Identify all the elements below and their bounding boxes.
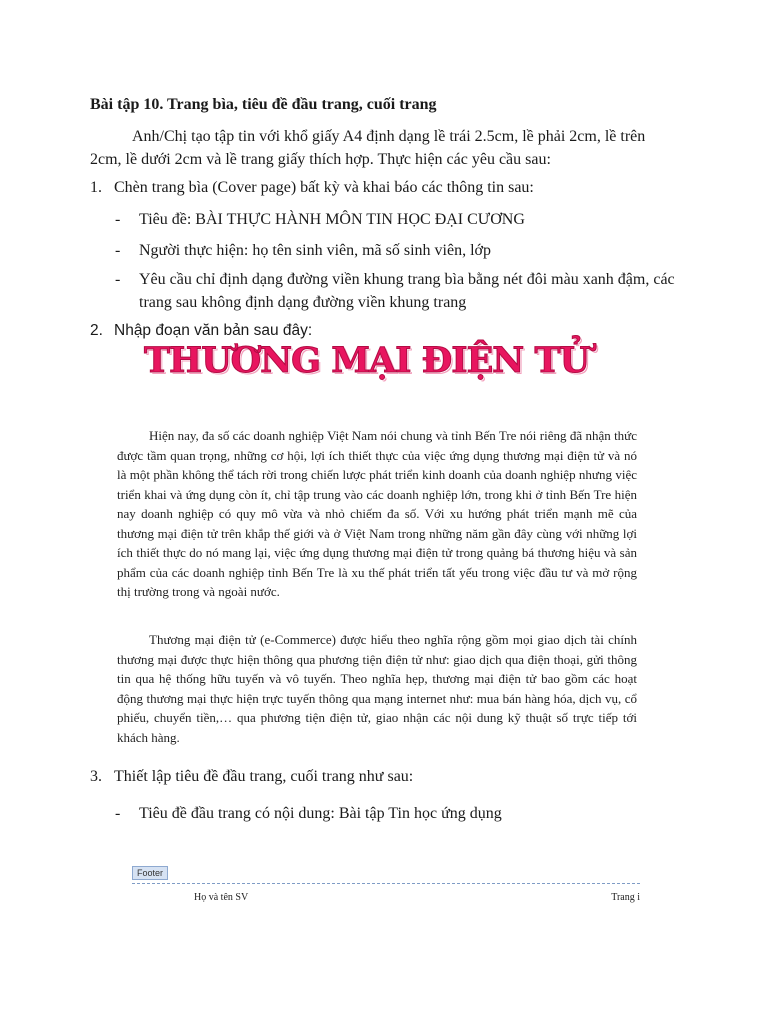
list-item-2 [90,322,312,340]
list-number: 1. [90,179,102,196]
list-item-text: Thiết lập tiêu đề đầu trang, cuối trang như sau: [114,768,414,785]
sub-item-header [115,802,685,825]
list-item-1 [90,179,534,197]
list-number: 2. [90,322,103,339]
sub-item-text: Tiêu đề đầu trang có nội dung: Bài tập Tin học ứng dụng [139,805,502,822]
sub-item-title [115,208,685,231]
list-item-text: Nhập đoạn văn bản sau đây: [114,322,313,339]
sub-item-text: Người thực hiện: họ tên sinh viên, mã số sinh viên, lớp [139,242,492,259]
exercise-heading: Bài tập 10. Trang bìa, tiêu đề đầu trang, cuối trang [90,96,437,113]
sample-wordart-title: THƯƠNG MẠI ĐIỆN TỬ [144,340,590,381]
sample-paragraph-1: Hiện nay, đa số các doanh nghiệp Việt Nam nói chung và tỉnh Bến Tre nói riêng đã nhận thức được tầm quan trọng, những cơ hội, lợi ích thiết thực của việc ứng dụng thương mại điện tử và nó là một phần không thể tách rời trong chiến lược phát triển kinh doanh của doanh nghiệp nhưng việc triển khai và ứng dụng còn ít, chỉ tập trung vào các doanh nghiệp lớn, trong khi ở tỉnh Bến Tre hiện nay doanh nghiệp có quy mô vừa và nhỏ chiếm đa số. Với xu hướng phát triển mạnh mẽ của thương mại điện tử trên khắp thế giới và ở Việt Nam trong những năm gần đây cùng với những lợi ích thiết thực do nó mang lại, việc ứng dụng thương mại điện tử trong quảng bá thương hiệu và sản phẩm của các doanh nghiệp tỉnh Bến Tre là xu thế phát triển tất yếu trong việc đầu tư và mở rộng thị trường trong và ngoài nước. [117,428,637,599]
sub-item-author [115,239,685,262]
footer-divider [132,883,640,884]
list-number: 3. [90,768,102,785]
footer-page-number: Trang i [611,892,640,903]
dash-bullet: - [115,211,121,228]
sample-paragraph-2: Thương mại điện tử (e-Commerce) được hiểu theo nghĩa rộng gồm mọi giao dịch tài chính thương mại được thực hiện thông qua phương tiện điện tử như: giao dịch qua điện thoại, gửi thông tin qua hệ thống hữu tuyến và vô tuyến. Theo nghĩa hẹp, thương mại điện tử bao gồm các hoạt động thương mại thực hiện trực tuyến thông qua mạng internet như: mua bán hàng hóa, dịch vụ, cổ phiếu, chuyển tiền,… qua phương tiện điện tử, giao nhận các nội dung kỹ thuật số trực tiếp tới khách hàng. [117,632,637,745]
list-item-text: Chèn trang bìa (Cover page) bất kỳ và khai báo các thông tin sau: [114,179,534,196]
dash-bullet: - [115,805,121,822]
footer-student-name: Họ và tên SV [194,892,249,903]
footer-tag: Footer [132,866,168,880]
dash-bullet: - [115,242,121,259]
footer-example [132,866,640,906]
intro-paragraph: Anh/Chị tạo tập tin với khổ giấy A4 định dạng lề trái 2.5cm, lề phải 2cm, lề trên 2cm, lề dưới 2cm và lề trang giấy thích hợp. Thực hiện các yêu cầu sau: [90,128,646,168]
sub-item-text: Yêu cầu chỉ định dạng đường viền khung trang bìa bằng nét đôi màu xanh đậm, các trang sau không định dạng đường viền khung trang [139,271,675,311]
sub-item-border [115,268,685,314]
list-item-3 [90,768,413,786]
sub-item-text: Tiêu đề: BÀI THỰC HÀNH MÔN TIN HỌC ĐẠI CƯƠNG [139,211,525,228]
dash-bullet: - [115,271,121,288]
